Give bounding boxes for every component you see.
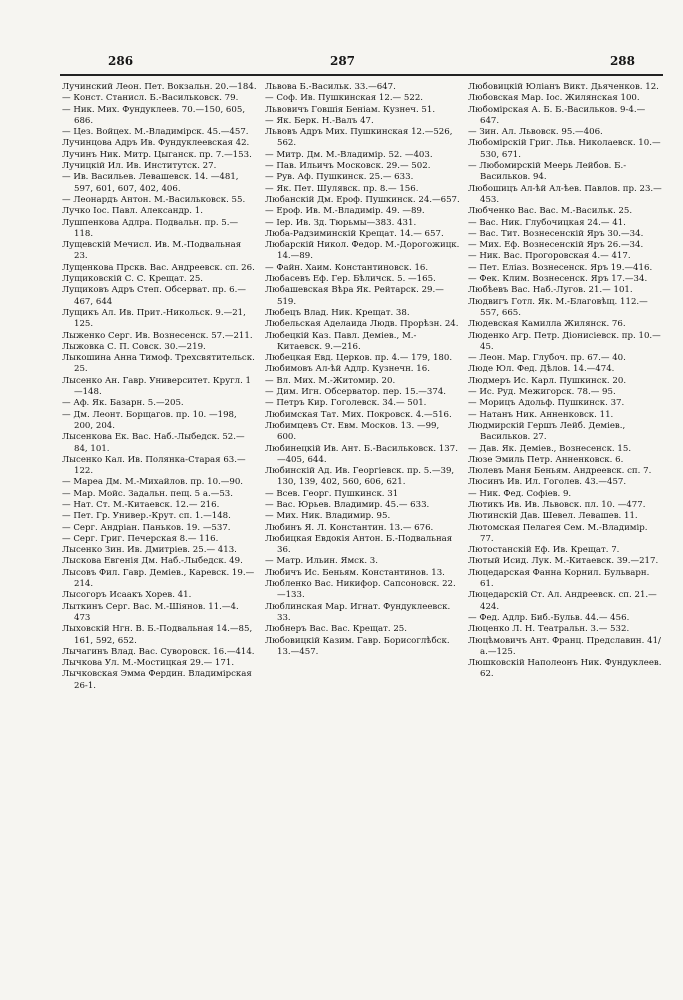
directory-entry: — Леон. Мар. Глубоч. пр. 67.— 40.: [468, 353, 626, 364]
directory-entry: Люшковскій Наполеонъ Ник. Фундуклеев. 62.: [468, 658, 662, 680]
directory-entry: — Вас. Ник. Глубочицкая 24.— 41.: [468, 217, 626, 228]
directory-entry: — Пет. Гр. Универ.-Крут. сп. 1.—148.: [62, 511, 231, 522]
directory-entry: Львовъ Адръ Мих. Пушкинская 12.—526, 562.: [265, 127, 453, 149]
directory-entry: Любимцевъ Ст. Евм. Москов. 13. —99, 600.: [265, 420, 440, 443]
directory-entry: Любинецкій Ив. Ант. Б.-Васильковск. 137.—405, 644.: [265, 443, 458, 465]
directory-entry: Люзе Эмиль Петр. Анненковск. 6.: [468, 454, 624, 465]
directory-entry: Любимская Тат. Мих. Покровск. 4.—516.: [265, 409, 452, 420]
column-2: [265, 82, 460, 986]
directory-entry: Люцедарская Фанна Корнил. Бульварн. 61.: [468, 567, 650, 590]
directory-entry: Люцѣмовичъ Ант. Франц. Предславин. 41/а.—125.: [468, 635, 661, 657]
directory-entry: Людвигъ Готл. Як. М.-Благовѣщ. 112.—557, 665.: [468, 296, 648, 318]
directory-entry: Лущикъ Ал. Ив. Прит.-Никольск. 9.—21, 125.: [62, 307, 246, 330]
directory-entry: — Ис. Руд. Межигорск. 78.— 95.: [468, 387, 616, 398]
directory-entry: Лущиковъ Адръ Степ. Обсерват. пр. 6.—467, 644: [62, 285, 246, 307]
directory-entry: Любичъ Ис. Беньям. Константинов. 13.: [265, 567, 445, 578]
directory-entry: — Фек. Клим. Вознесенск. Яръ 17.—34.: [468, 274, 648, 285]
directory-entry: Люценко Л. Н. Театральн. 3.— 532.: [468, 624, 630, 635]
directory-entry: Любомірскій Григ. Льв. Николаевск. 10.—530, 671.: [468, 138, 661, 160]
directory-entry: Лучицкій Ил. Ив. Институтск. 27.: [62, 161, 217, 172]
directory-entry: — Файн. Хаим. Константиновск. 16.: [265, 262, 429, 273]
directory-entry: Любнеръ Вас. Вас. Крещат. 25.: [265, 624, 408, 635]
directory-entry: Лучинский Леон. Пет. Вокзальн. 20.—184.: [62, 82, 257, 92]
directory-entry: — Конст. Станисл. Б.-Васильковск. 79.: [62, 93, 239, 104]
directory-entry: — Серг. Андріан. Паньков. 19. —537.: [62, 522, 231, 533]
directory-entry: Лущиковскій С. С. Крещат. 25.: [62, 274, 204, 285]
directory-entry: Лыжовка С. П. Совск. 30.—219.: [62, 341, 206, 352]
directory-entry: Львова Б.-Васильк. 33.—647.: [265, 82, 396, 92]
directory-entry: Люсинъ Ив. Ил. Гоголев. 43.—457.: [468, 477, 627, 488]
directory-entry: Лычагинъ Влад. Вас. Суворовск. 16.—414.: [62, 646, 255, 657]
directory-entry: — Нат. Ст. М.-Китаевск. 12.— 216.: [62, 499, 220, 510]
directory-entry: — Цез. Войцех. М.-Владимірск. 45.—457.: [62, 127, 249, 138]
directory-entry: — Мих. Еф. Вознесенскій Яръ 26.—34.: [468, 240, 644, 251]
directory-entry: Любецъ Влад. Ник. Крещат. 38.: [265, 307, 410, 318]
directory-entry: Лысенко Зин. Ив. Дмитріев. 25.— 413.: [62, 545, 237, 556]
directory-entry: Любашевская Вѣра Як. Рейтарск. 29.—519.: [265, 285, 444, 307]
directory-entry: Лысенко Ан. Гавр. Университет. Кругл. 1—148.: [62, 375, 252, 398]
directory-entry: Любленко Вас. Никифор. Сапсоновск. 22.—133.: [265, 579, 456, 601]
directory-entry: — Пав. Ильичъ Московск. 29.— 502.: [265, 161, 431, 172]
directory-entry: Лысогоръ Исаакъ Хорев. 41.: [62, 590, 192, 601]
directory-entry: — Рув. Аф. Пушкинск. 25.— 633.: [265, 172, 414, 183]
directory-entry: Лысовъ Фил. Гавр. Деміев., Каревск. 19.—214.: [62, 567, 255, 590]
directory-entry: — Серг. Григ. Печерская 8.— 116.: [62, 533, 219, 544]
directory-entry: Любецкій Каз. Павл. Деміев., М.-Китаевск. 9.—216.: [265, 330, 417, 352]
directory-entry: — Вл. Мих. М.-Житомир. 20.: [265, 375, 396, 386]
directory-entry: — Морицъ Адольф. Пушкинск. 37.: [468, 398, 625, 409]
directory-entry: — Дм. Леонт. Борщагов. пр. 10. —198, 200, 204.: [62, 409, 237, 431]
column-1: [62, 82, 257, 986]
directory-entry: Лычковская Эмма Фердин. Владимірская 26-1.: [62, 669, 252, 691]
directory-entry: — Леонардъ Антон. М.-Васильковск. 55.: [62, 194, 246, 205]
directory-entry: — Мареа Дм. М.-Михайлов. пр. 10.—90.: [62, 477, 244, 488]
directory-entry: Львовичъ Говшія Беніам. Кузнеч. 51.: [265, 104, 436, 115]
header-rule: [60, 74, 663, 76]
directory-entry: — Вас. Тит. Вознесенскій Яръ 30.—34.: [468, 228, 644, 239]
directory-entry: Люблинская Мар. Игнат. Фундуклеевск. 33.: [265, 601, 451, 623]
directory-entry: — Пет. Еліаз. Вознесенск. Яръ 19.—416.: [468, 262, 653, 273]
directory-entry: Лысенкова Ек. Вас. Наб.-Лыбедск. 52.—84, 101.: [62, 432, 245, 454]
directory-entry: Люба-Радзиминскій Крещат. 14.— 657.: [265, 228, 444, 239]
directory-entry: Люде Юл. Фед. Дѣлов. 14.—474.: [468, 364, 615, 375]
directory-entry: — Дим. Игн. Обсерватор. пер. 15.—374.: [265, 387, 447, 398]
page-number-right: 288: [609, 54, 635, 68]
directory-entry: Лысенко Кал. Ив. Полянка-Старая 63.—122.: [62, 454, 246, 477]
directory-entry: Любченко Вас. Вас. М.-Васильк. 25.: [468, 206, 633, 217]
directory-entry: Лыскова Евгенія Дм. Наб.-Лыбедск. 49.: [62, 556, 243, 567]
directory-entry: Людмеръ Ис. Карл. Пушкинск. 20.: [468, 375, 627, 386]
directory-entry: Лущенкова Прскв. Вас. Андреевск. сп. 26.: [62, 262, 255, 273]
directory-entry: — Ив. Васильев. Левашевск. 14. —481, 597, 601, 607, 402, 406.: [62, 172, 239, 194]
directory-entry: — Ник. Мих. Фундуклеев. 70.—150, 605, 686.: [62, 104, 246, 126]
directory-entry: — Іер. Ив. Зд. Тюрьмы—383. 431.: [265, 217, 417, 228]
directory-entry: Любельская Аделаида Людв. Прорѣзн. 24.: [265, 319, 459, 330]
directory-entry: Любошицъ Ал-ѣй Ал-ѣев. Павлов. пр. 23.—453.: [468, 183, 662, 205]
directory-entry: Лютомская Пелагея Сем. М.-Владимір. 77.: [468, 522, 648, 544]
directory-entry: Лучко Іос. Павл. Александр. 1.: [62, 206, 203, 217]
directory-entry: Лычкова Ул. М.-Мостицкая 29.— 171.: [62, 658, 235, 669]
directory-entry: — Як. Пет. Шулявск. пр. 8.— 156.: [265, 183, 419, 194]
directory-entry: — Всев. Георг. Пушкинск. 31: [265, 488, 399, 499]
directory-entry: — Дав. Як. Деміев., Вознесенск. 15.: [468, 443, 632, 454]
directory-entry: — Ник. Вас. Прогоровская 4.— 417.: [468, 251, 631, 262]
directory-entry: Любинскій Ад. Ив. Георгіевск. пр. 5.—39, 130, 139, 402, 560, 606, 621.: [265, 466, 455, 488]
directory-entry: Любимовъ Ал-ѣй Адлр. Кузнечн. 16.: [265, 364, 430, 375]
directory-entry: Любѣевъ Вас. Наб.-Лугов. 21.— 101.: [468, 285, 633, 296]
directory-entry: — Натанъ Ник. Анненковск. 11.: [468, 409, 614, 420]
directory-entry: — Соф. Ив. Пушкинская 12.— 522.: [265, 93, 424, 104]
directory-entry: — Як. Берк. Н.-Валъ 47.: [265, 115, 374, 126]
directory-entry: Любасевъ Еф. Гер. Бѣличск. 5. —165.: [265, 274, 436, 285]
columns: [62, 82, 663, 986]
directory-entry: Лютикъ Ив. Ив. Львовск. пл. 10. —477.: [468, 499, 646, 510]
directory-entry: Лущевскій Мечисл. Ив. М.-Подвальная 23.: [62, 240, 242, 262]
directory-entry: Любовицкій Юліанъ Викт. Дьяченков. 12.: [468, 82, 659, 92]
directory-entry: — Матр. Ильин. Ямск. 3.: [265, 556, 378, 567]
directory-entry: Лютостанскій Еф. Ив. Крещат. 7.: [468, 545, 620, 556]
directory-entry: Людевская Камилла Жилянск. 76.: [468, 319, 626, 330]
column-3: [468, 82, 663, 986]
directory-entry: Любовская Мар. Іос. Жилянская 100.: [468, 93, 640, 104]
directory-entry: Люцедарскій Ст. Ал. Андреевск. сп. 21.—424.: [468, 590, 657, 612]
directory-entry: Люлевъ Маня Беньям. Андреевск. сп. 7.: [468, 466, 652, 477]
directory-entry: Любомірская А. Б. Б.-Васильков. 9-4.—647.: [468, 104, 646, 126]
directory-entry: — Ник. Фед. Софіев. 9.: [468, 488, 572, 499]
directory-entry: — Аф. Як. Базарн. 5.—205.: [62, 398, 184, 409]
directory-entry: — Фед. Адлр. Биб.-Бульв. 44.— 456.: [468, 612, 630, 623]
directory-entry: Лучинъ Ник. Митр. Цыганск. пр. 7.—153.: [62, 149, 252, 160]
directory-entry: Люденко Агр. Петр. Діонисіевск. пр. 10.—45.: [468, 330, 661, 352]
page-number-center: 287: [329, 54, 356, 68]
directory-entry: — Любомирскій Меерь Лейбов. Б.-Васильков. 94.: [468, 161, 627, 183]
directory-entry: Любецкая Евд. Церков. пр. 4.— 179, 180.: [265, 353, 453, 364]
page-number-left: 286: [108, 54, 134, 68]
directory-entry: Любицкая Евдокія Антон. Б.-Подвальная 36.: [265, 533, 453, 556]
directory-entry: — Зин. Ал. Львовск. 95.—406.: [468, 127, 603, 138]
directory-entry: Лыженко Серг. Ив. Вознесенск. 57.—211.: [62, 330, 253, 341]
directory-entry: Лютый Исид. Лук. М.-Китаевск. 39.—217.: [468, 556, 659, 567]
directory-entry: Любанскій Дм. Ероф. Пушкинск. 24.—657.: [265, 194, 460, 205]
directory-entry: Лыховскій Нгн. В. Б.-Подвальная 14.—85, 161, 592, 652.: [62, 624, 253, 646]
directory-entry: Любовицкій Казим. Гавр. Борисоглѣбск. 13.—457.: [265, 635, 450, 657]
directory-entry: Людмирскій Гершъ Лейб. Деміев., Васильков. 27.: [468, 420, 626, 443]
directory-entry: Лушпенкова Адлра. Подвальн. пр. 5.—118.: [62, 217, 239, 239]
directory-entry: Лыткинъ Серг. Вас. М.-Шіянов. 11.—4. 473: [62, 601, 239, 623]
directory-entry: — Мар. Мойс. Задальн. пещ. 5 а.—53.: [62, 488, 233, 499]
directory-entry: Лютинскій Дав. Шевел. Левашев. 11.: [468, 511, 638, 522]
directory-entry: — Петръ Кир. Гоголевск. 34.— 501.: [265, 398, 427, 409]
directory-entry: Любинъ Я. Л. Константин. 13.— 676.: [265, 522, 434, 533]
directory-entry: — Митр. Дм. М.-Владимір. 52. —403.: [265, 149, 433, 160]
directory-entry: Любарскій Никол. Федор. М.-Дорогожицк. 14.—89.: [265, 240, 460, 262]
directory-entry: — Мих. Ник. Владимир. 95.: [265, 511, 391, 522]
page-header: [24, 0, 661, 70]
directory-entry: — Ероф. Ив. М.-Владимір. 49. —89.: [265, 206, 425, 217]
directory-entry: — Вас. Юрьев. Владимир. 45.— 633.: [265, 499, 430, 510]
directory-entry: Лыкошина Анна Тимоф. Трехсвятительск. 25.: [62, 353, 255, 375]
directory-entry: Лучинцова Адръ Ив. Фундуклеевская 42.: [62, 138, 250, 149]
